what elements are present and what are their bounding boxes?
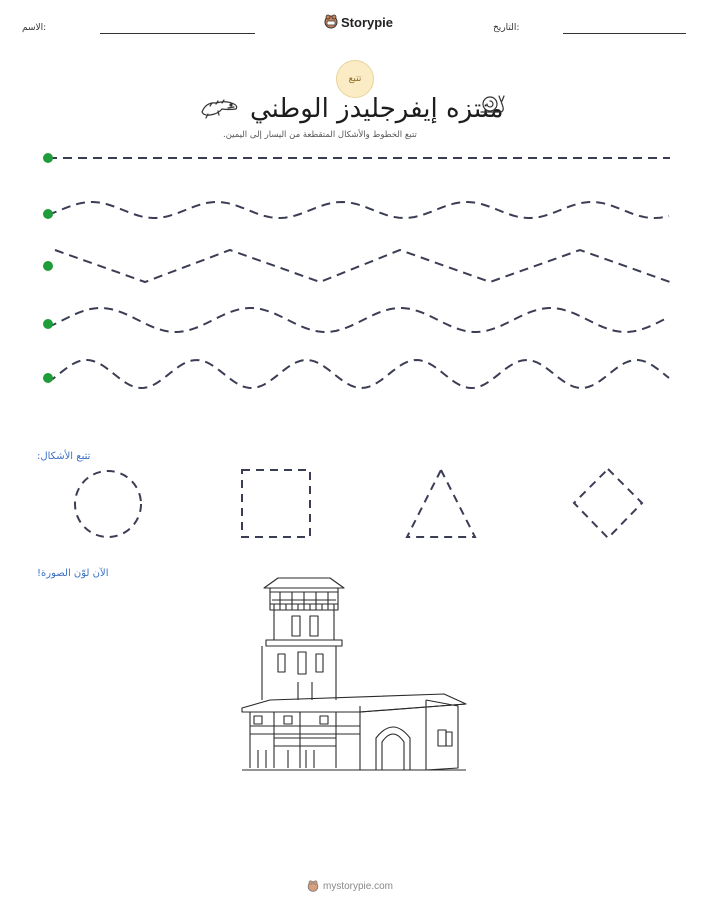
trace-square	[242, 470, 310, 537]
footer-mascot-icon	[307, 880, 319, 893]
trace-diamond	[574, 469, 642, 538]
page-title: منتزه إيفرجليدز الوطني	[250, 94, 504, 124]
date-label: التاريخ:	[493, 23, 520, 33]
footer-site: mystorypie.com	[323, 881, 394, 892]
trace-triangle	[407, 470, 475, 537]
instructions: تتبع الخطوط والأشكال المتقطعة من اليسار إلى اليمين.	[223, 130, 417, 140]
trace-badge-label: تتبع	[348, 74, 362, 84]
lookout-tower-illustration	[240, 574, 468, 774]
trace-circle	[75, 471, 141, 537]
footer	[307, 880, 393, 893]
brand-name: Storypie	[341, 14, 394, 30]
shapes-label: تتبع الأشكال:	[37, 451, 91, 462]
name-label: الاسم:	[22, 23, 47, 33]
coloring-label: الآن لوّن الصورة!	[37, 568, 109, 579]
